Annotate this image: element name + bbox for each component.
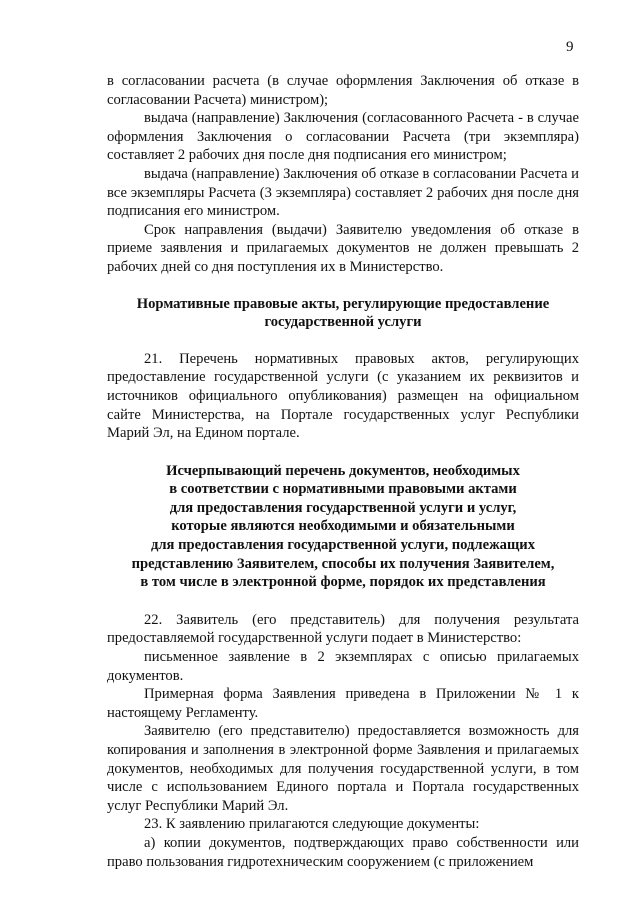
section-heading <box>107 462 579 592</box>
paragraph: письменное заявление в 2 экземплярах с описью прилагаемых документов. <box>107 649 579 684</box>
spacer <box>107 277 579 295</box>
heading-line: в том числе в электронной форме, порядок их представления <box>140 574 546 591</box>
heading-line: Исчерпывающий перечень документов, необходимых <box>166 462 520 479</box>
spacer <box>107 592 579 611</box>
paragraph: а) копии документов, подтверждающих право собственности или право пользования гидротехническим сооружением (с приложением <box>107 834 579 870</box>
heading-line: Нормативные правовые акты, регулирующие предоставление <box>136 295 550 312</box>
page-number: 9 <box>566 39 574 55</box>
paragraph: Примерная форма Заявления приведена в Приложении № 1 к настоящему Регламенту. <box>107 686 579 721</box>
heading-line: в соответствии с нормативными правовыми актами <box>169 481 517 498</box>
heading-line: для предоставления государственной услуги и услуг, <box>169 499 517 516</box>
spacer <box>107 443 579 462</box>
heading-line: для предоставления государственной услуги, подлежащих <box>150 537 535 554</box>
paragraph: Заявителю (его представителю) предоставляется возможность для копирования и заполнения в электронной форме Заявления и прилагаемых документов, необходимых для получения государственной услуги, в том числе с использованием Единого портала и Портала государственных услуг Республики Марий Эл. <box>107 723 579 814</box>
paragraph: 23. К заявлению прилагаются следующие документы: <box>144 816 480 833</box>
document-body <box>107 72 579 871</box>
paragraph: Срок направления (выдачи) Заявителю уведомления об отказе в приеме заявления и прилагаемых документов не должен превышать 2 рабочих дней со дня поступления их в Министерство. <box>107 221 579 275</box>
paragraph: выдача (направление) Заключения (согласованного Расчета - в случае оформления Заключения о согласовании Расчета (три экземпляра) составляет 2 рабочих дня после дня подписания его министром; <box>107 110 579 164</box>
paragraph: 22. Заявитель (его представитель) для получения результата предоставляемой государственной услуги подает в Министерство: <box>107 611 579 647</box>
section-heading <box>107 295 579 332</box>
spacer <box>107 332 579 350</box>
heading-line: государственной услуги <box>264 314 422 331</box>
paragraph: в согласовании расчета (в случае оформления Заключения об отказе в согласовании Расчета) министром); <box>107 73 579 108</box>
paragraph: 21. Перечень нормативных правовых актов, регулирующих предоставление государственной услуги (с указанием их реквизитов и источников официального опубликования) размещен на официальном сайте Министерства, на Портале государственных услуг Республики Марий Эл, на Едином портале. <box>107 350 579 442</box>
heading-line: которые являются необходимыми и обязательными <box>171 518 515 535</box>
paragraph: выдача (направление) Заключения об отказе в согласовании Расчета и все экземпляры Расчета (3 экземпляра) составляет 2 рабочих дня после дня подписания его министром. <box>107 165 579 220</box>
heading-line: представлению Заявителем, способы их получения Заявителем, <box>131 555 555 572</box>
